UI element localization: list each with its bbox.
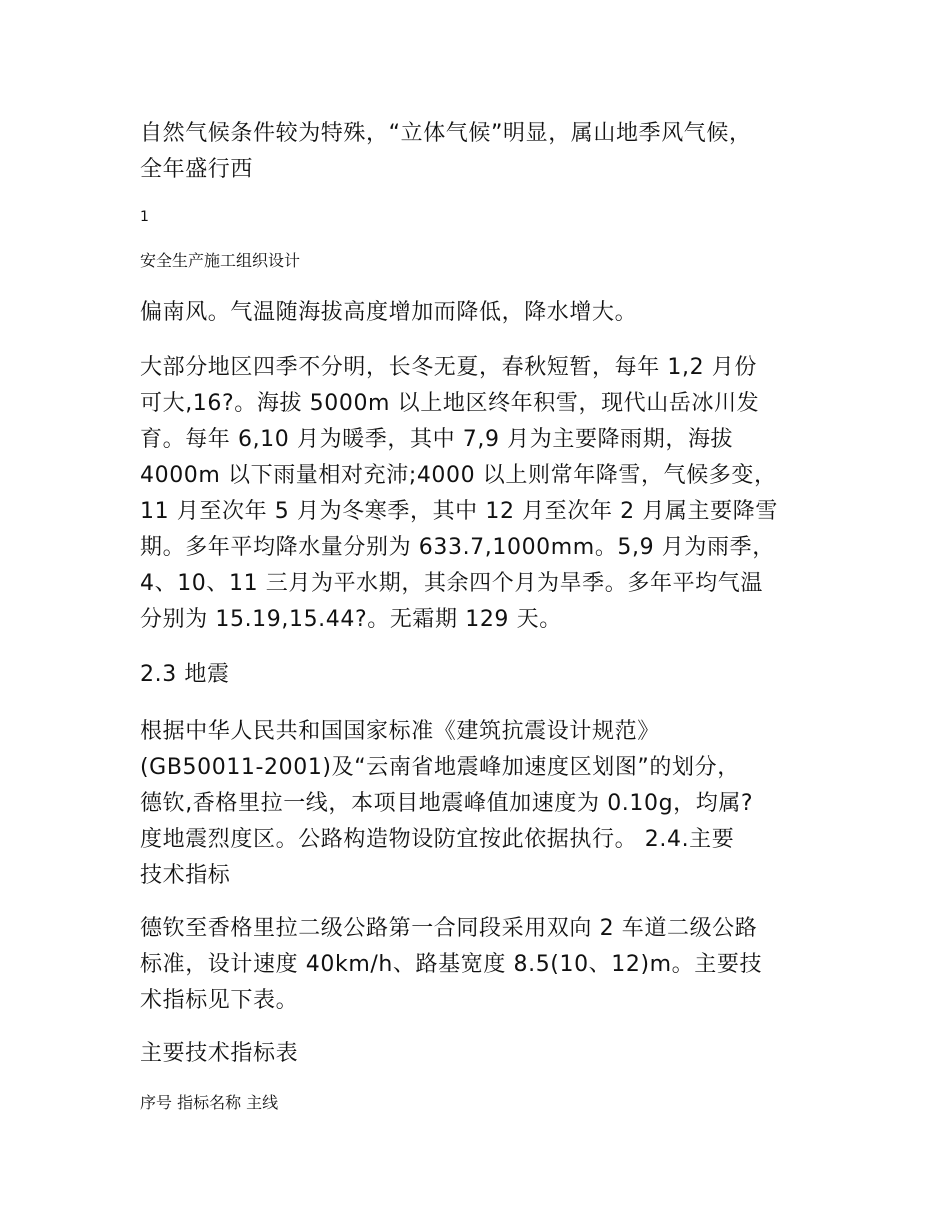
paragraph-earthquake: [140, 714, 830, 894]
paragraph-wind: 偏南风。气温随海拔高度增加而降低，降水增大。: [140, 300, 638, 325]
text-line: 度地震烈度区。公路构造物设防宜按此依据执行。 2.4.主要: [140, 827, 735, 852]
section-heading-earthquake: 2.3 地震: [140, 662, 230, 687]
text-line: 德钦,香格里拉一线，本项目地震峰值加速度为 0.10g，均属?: [140, 791, 754, 816]
text-line: 术指标见下表。: [140, 988, 299, 1013]
text-line: 德钦至香格里拉二级公路第一合同段采用双向 2 车道二级公路: [140, 916, 758, 941]
text-line: 自然气候条件较为特殊，“立体气候”明显，属山地季风气候，: [140, 121, 752, 146]
text-line: 标准，设计速度 40km/h、路基宽度 8.5(10、12)m。主要技: [140, 952, 763, 977]
text-line: 全年盛行西: [140, 157, 254, 182]
table-header-row: 序号 指标名称 主线: [140, 1093, 279, 1112]
text-line: 根据中华人民共和国国家标准《建筑抗震设计规范》: [140, 719, 660, 744]
page-number: 1: [140, 209, 149, 225]
text-line: 11 月至次年 5 月为冬寒季，其中 12 月至次年 2 月属主要降雪: [140, 499, 778, 524]
text-line: 技术指标: [140, 863, 231, 888]
text-line: 4000m 以下雨量相对充沛;4000 以上则常年降雪，气候多变，: [140, 463, 777, 488]
text-line: 育。每年 6,10 月为暖季，其中 7,9 月为主要降雨期，海拔: [140, 427, 734, 452]
text-line: 可大,16?。海拔 5000m 以上地区终年积雪，现代山岳冰川发: [140, 391, 760, 416]
text-line: 4、10、11 三月为平水期，其余四个月为旱季。多年平均气温: [140, 571, 763, 596]
text-line: 期。多年平均降水量分别为 633.7,1000mm。5,9 月为雨季，: [140, 535, 775, 560]
text-line: 分别为 15.19,15.44?。无霜期 129 天。: [140, 607, 562, 632]
table-title: 主要技术指标表: [140, 1041, 299, 1066]
paragraph-technical-standards: [140, 911, 830, 1019]
text-line: (GB50011-2001)及“云南省地震峰加速度区划图”的划分，: [140, 755, 740, 780]
paragraph-seasons: [140, 350, 830, 638]
text-line: 大部分地区四季不分明，长冬无夏，春秋短暂，每年 1,2 月份: [140, 355, 757, 380]
paragraph-climate-intro: [140, 116, 830, 188]
running-header: 安全生产施工组织设计: [140, 251, 301, 270]
